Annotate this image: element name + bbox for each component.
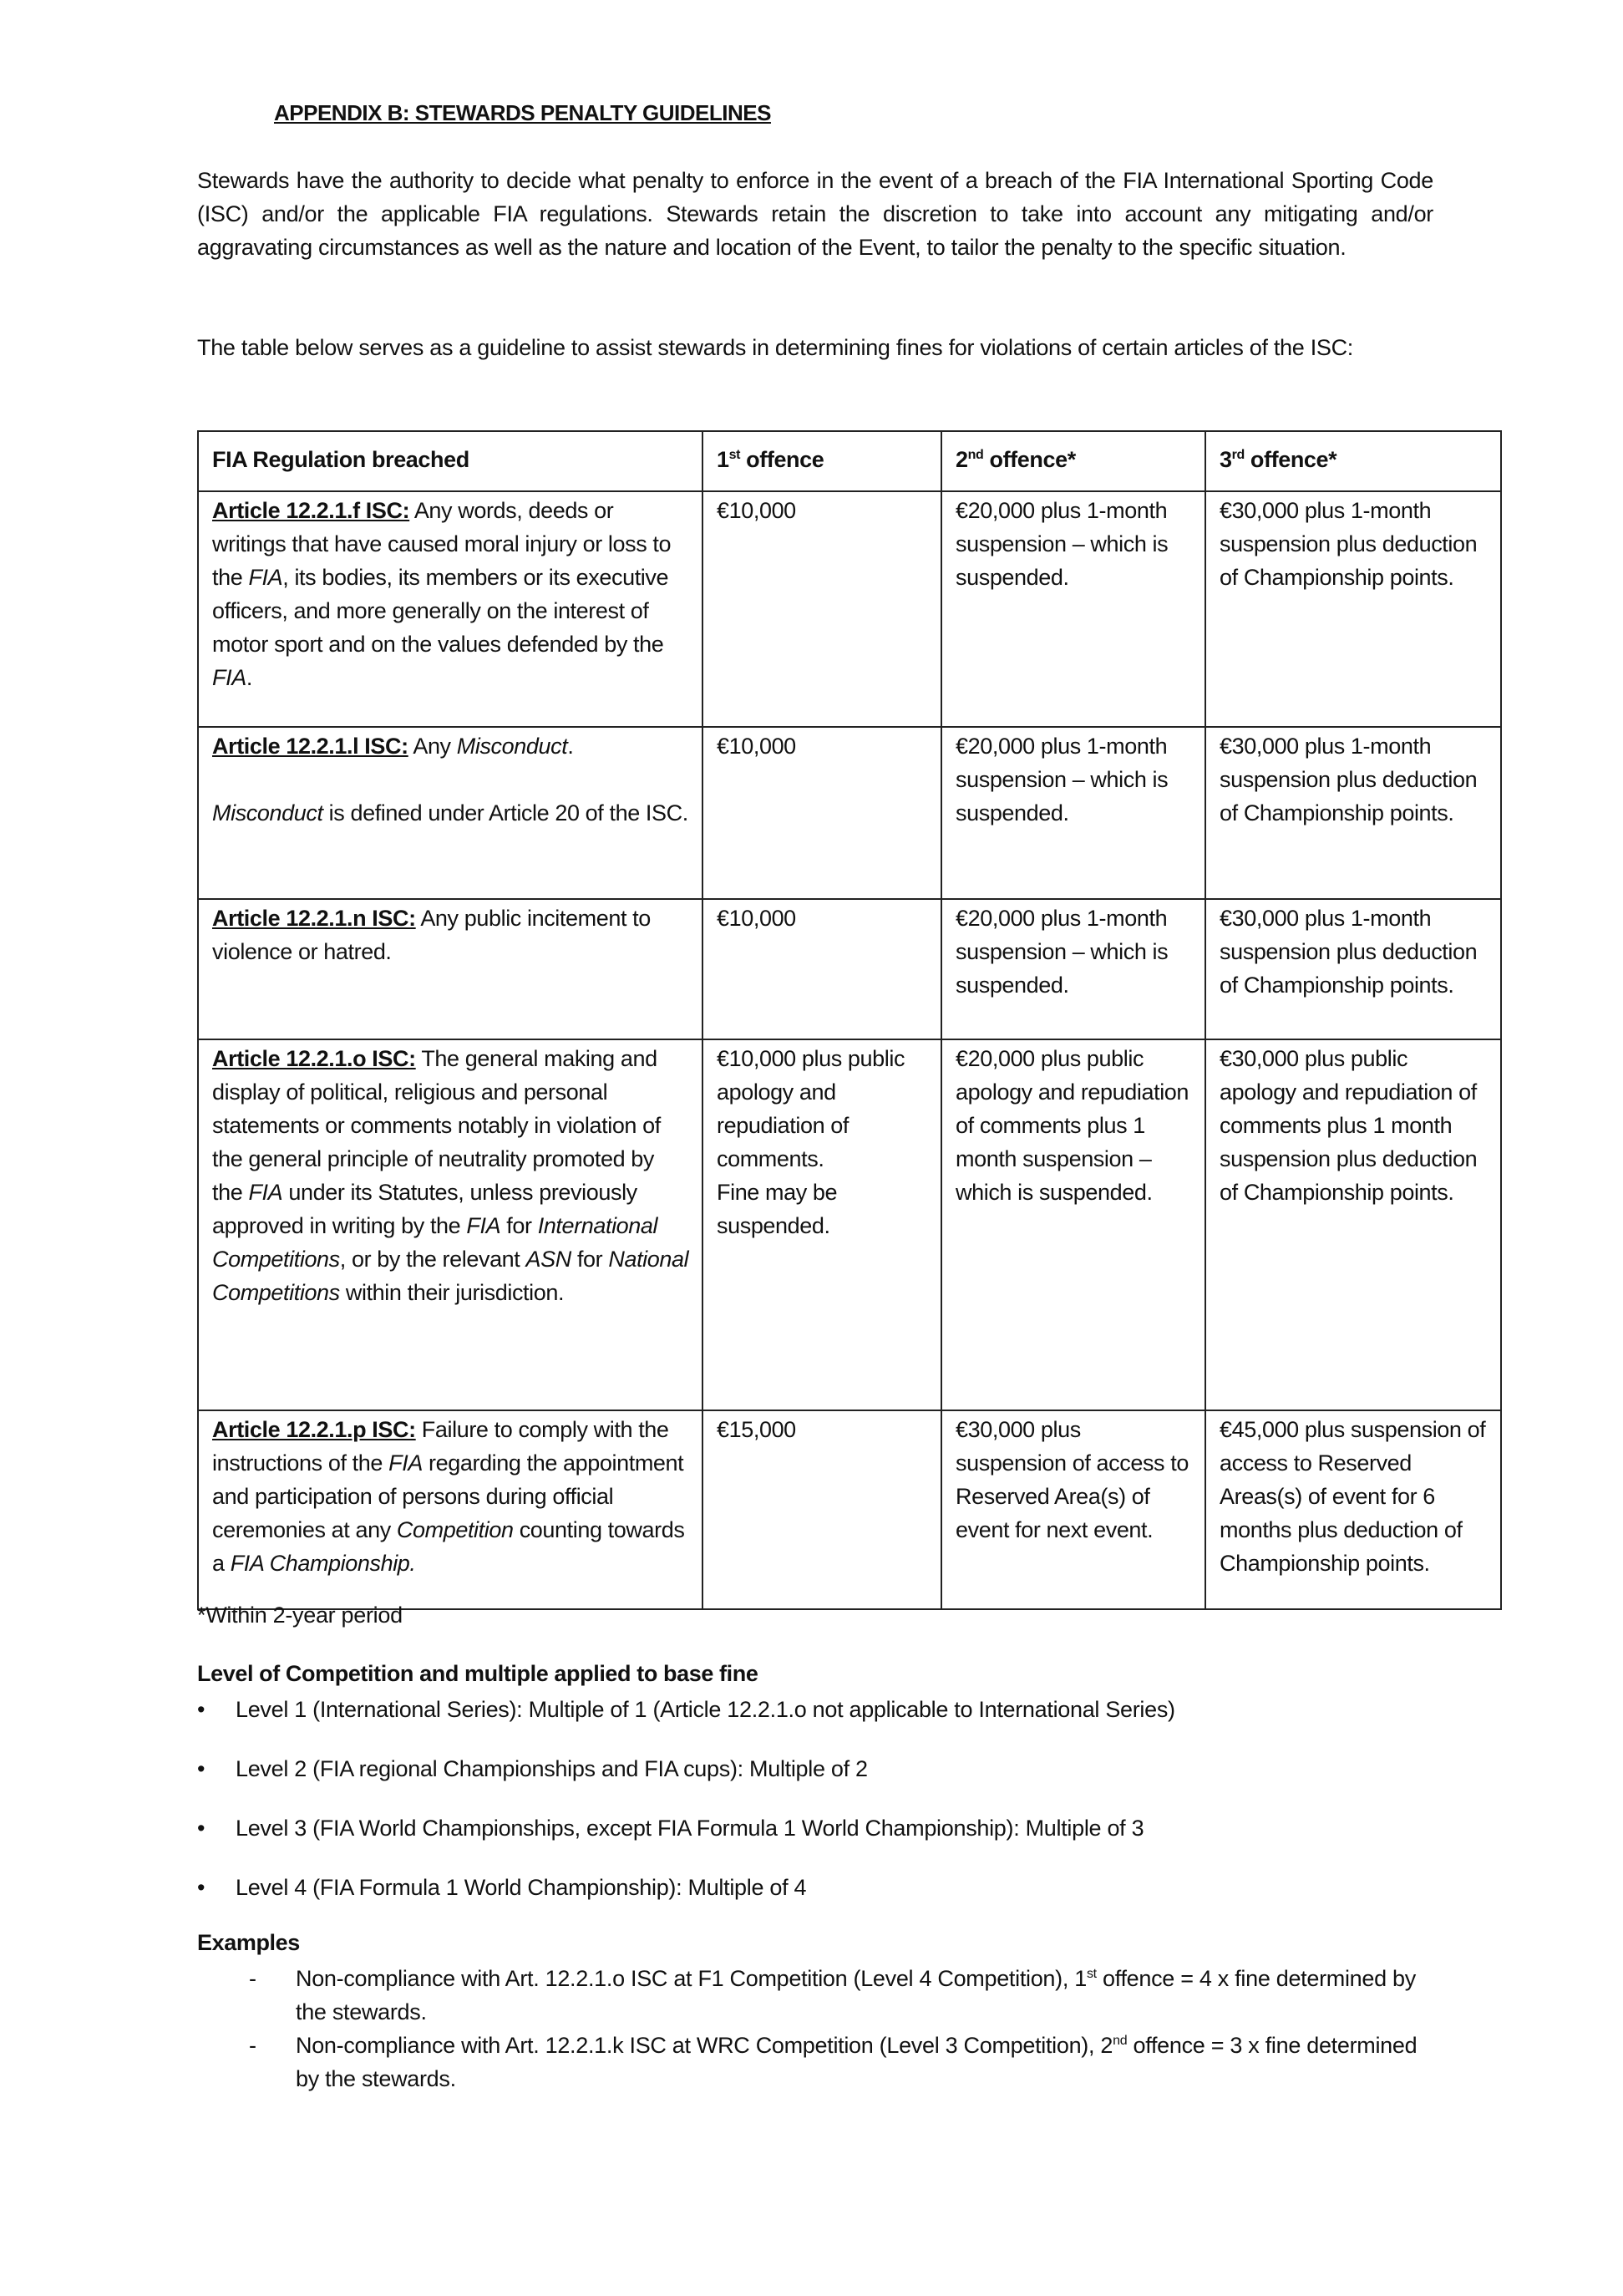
examples-heading: Examples xyxy=(197,1930,300,1955)
second-offence-cell: €20,000 plus public apology and repudiation of comments plus 1 month suspension – which is suspended. xyxy=(941,1039,1205,1410)
first-offence-cell: €10,000 xyxy=(702,491,941,727)
bullet-icon: • xyxy=(197,1756,205,1781)
second-offence-cell: €20,000 plus 1-month suspension – which is suspended. xyxy=(941,491,1205,727)
header-regulation: FIA Regulation breached xyxy=(198,431,702,491)
first-offence-cell: €15,000 xyxy=(702,1410,941,1609)
third-offence-cell: €45,000 plus suspension of access to Reserved Areas(s) of event for 6 months plus deduction of Championship points. xyxy=(1205,1410,1501,1609)
third-offence-cell: €30,000 plus 1-month suspension plus deduction of Championship points. xyxy=(1205,491,1501,727)
regulation-cell: Article 12.2.1.f ISC: Any words, deeds or writings that have caused moral injury or loss to the FIA, its bodies, its members or its executive officers, and more generally on the interest of motor sport and on the values defended by the FIA. xyxy=(198,491,702,727)
list-item: • Level 3 (FIA World Championships, except FIA Formula 1 World Championship): Multiple of 3 xyxy=(197,1811,1175,1871)
table-footnote: *Within 2-year period xyxy=(197,1603,403,1628)
table-intro-paragraph: The table below serves as a guideline to assist stewards in determining fines for violations of certain articles of the ISC: xyxy=(197,335,1354,360)
dash-icon: - xyxy=(249,1966,256,1991)
examples-list xyxy=(197,1962,1433,2095)
article-reference: Article 12.2.1.p ISC: xyxy=(212,1417,416,1442)
regulation-cell: Article 12.2.1.p ISC: Failure to comply with the instructions of the FIA regarding the appointment and participation of persons during official ceremonies at any Competition counting towards a FIA Championship. xyxy=(198,1410,702,1609)
table-header-row xyxy=(198,431,1501,491)
article-reference: Article 12.2.1.n ISC: xyxy=(212,906,416,931)
header-third-offence: 3rd offence* xyxy=(1205,431,1501,491)
table-row xyxy=(198,899,1501,1039)
list-item: • Level 2 (FIA regional Championships and FIA cups): Multiple of 2 xyxy=(197,1752,1175,1811)
table-row xyxy=(198,1410,1501,1609)
table-row xyxy=(198,491,1501,727)
first-offence-cell: €10,000 plus public apology and repudiation of comments. Fine may be suspended. xyxy=(702,1039,941,1410)
header-second-offence: 2nd offence* xyxy=(941,431,1205,491)
header-first-offence: 1st offence xyxy=(702,431,941,491)
regulation-cell: Article 12.2.1.o ISC: The general making and display of political, religious and personal statements or comments notably in violation of the general principle of neutrality promoted by the FIA under its Statutes, unless previously approved in writing by the FIA for International Competitions, or by the relevant ASN for National Competitions within their jurisdiction. xyxy=(198,1039,702,1410)
article-reference: Article 12.2.1.o ISC: xyxy=(212,1046,416,1071)
table-row xyxy=(198,727,1501,899)
list-item: • Level 4 (FIA Formula 1 World Championship): Multiple of 4 xyxy=(197,1871,1175,1930)
intro-paragraph: Stewards have the authority to decide what penalty to enforce in the event of a breach of the FIA International Sporting Code (ISC) and/or the applicable FIA regulations. Stewards retain the discretion to take into account any mitigating and/or aggravating circumstances as well as the nature and location of the Event, to tailor the penalty to the specific situation. xyxy=(197,168,1433,260)
first-offence-cell: €10,000 xyxy=(702,899,941,1039)
article-reference: Article 12.2.1.f ISC: xyxy=(212,498,410,523)
second-offence-cell: €20,000 plus 1-month suspension – which is suspended. xyxy=(941,727,1205,899)
regulation-cell: Article 12.2.1.n ISC: Any public incitement to violence or hatred. xyxy=(198,899,702,1039)
regulation-cell: Article 12.2.1.l ISC: Any Misconduct. Misconduct is defined under Article 20 of the ISC. xyxy=(198,727,702,899)
bullet-icon: • xyxy=(197,1816,205,1841)
list-item: - Non-compliance with Art. 12.2.1.o ISC at F1 Competition (Level 4 Competition), 1st offence = 4 x fine determined by the stewards. xyxy=(197,1962,1433,2029)
list-item: - Non-compliance with Art. 12.2.1.k ISC at WRC Competition (Level 3 Competition), 2nd offence = 3 x fine determined by the stewards. xyxy=(197,2029,1433,2095)
second-offence-cell: €20,000 plus 1-month suspension – which is suspended. xyxy=(941,899,1205,1039)
third-offence-cell: €30,000 plus 1-month suspension plus deduction of Championship points. xyxy=(1205,899,1501,1039)
page-title: APPENDIX B: STEWARDS PENALTY GUIDELINES xyxy=(274,100,771,125)
bullet-icon: • xyxy=(197,1875,205,1900)
list-item: • Level 1 (International Series): Multiple of 1 (Article 12.2.1.o not applicable to International Series) xyxy=(197,1693,1175,1752)
second-offence-cell: €30,000 plus suspension of access to Reserved Area(s) of event for next event. xyxy=(941,1410,1205,1609)
third-offence-cell: €30,000 plus 1-month suspension plus deduction of Championship points. xyxy=(1205,727,1501,899)
dash-icon: - xyxy=(249,2033,256,2058)
levels-list xyxy=(197,1693,1175,1930)
first-offence-cell: €10,000 xyxy=(702,727,941,899)
table-row xyxy=(198,1039,1501,1410)
penalty-table xyxy=(197,430,1502,1610)
levels-heading: Level of Competition and multiple applied to base fine xyxy=(197,1661,758,1686)
article-reference: Article 12.2.1.l ISC: xyxy=(212,734,408,759)
bullet-icon: • xyxy=(197,1697,205,1722)
third-offence-cell: €30,000 plus public apology and repudiation of comments plus 1 month suspension plus deduction of Championship points. xyxy=(1205,1039,1501,1410)
